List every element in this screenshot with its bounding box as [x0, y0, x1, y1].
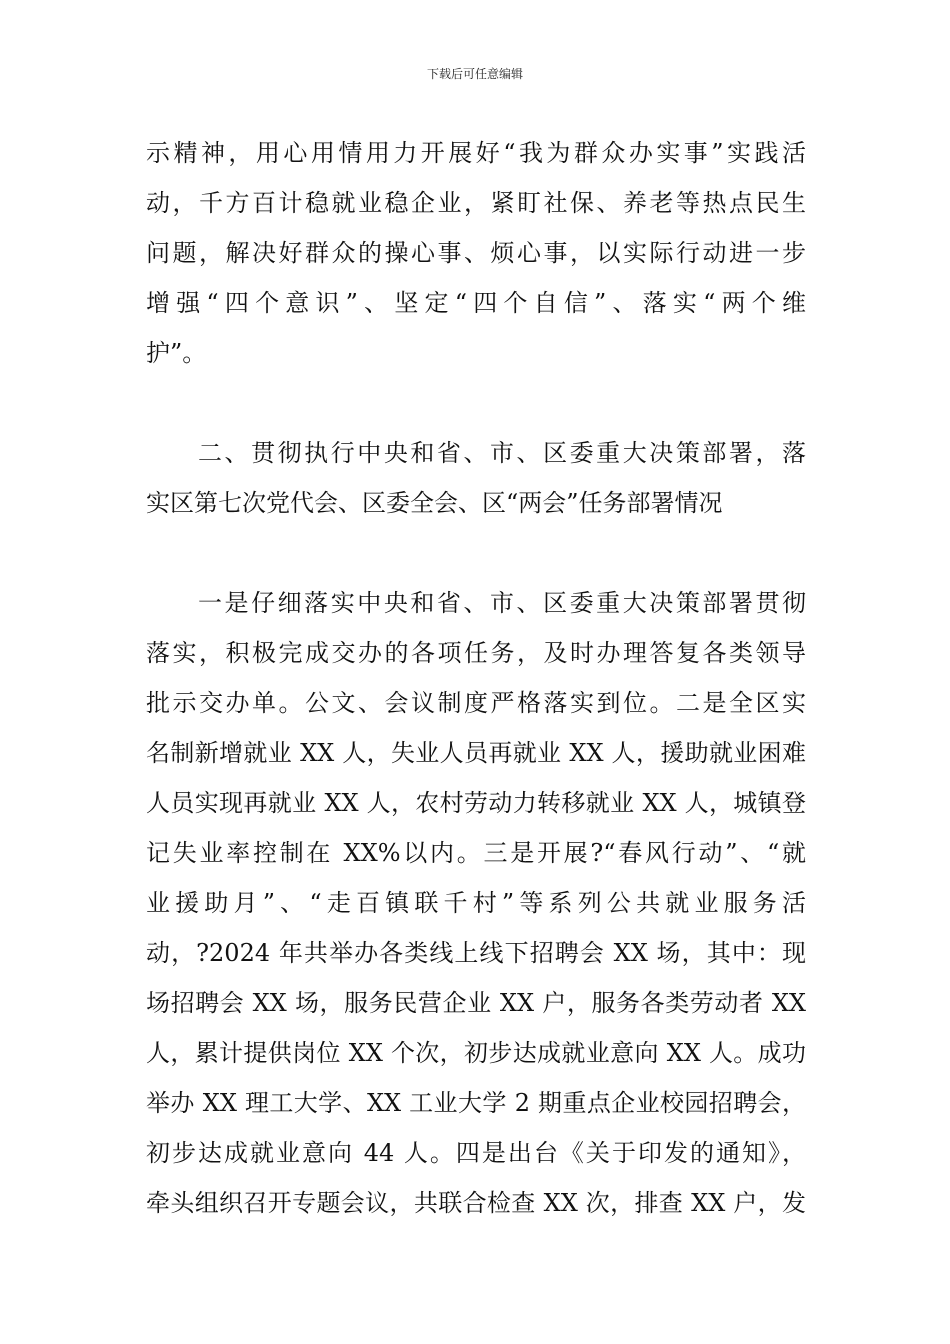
text-line: 实区第七次党代会、区委全会、区“两会”任务部署情况	[146, 489, 723, 517]
text-line: 人，累计提供岗位 XX 个次，初步达成就业意向 XX 人。成功	[146, 1039, 806, 1067]
text-line: 示精神，用心用情用力开展好“我为群众办实事”实践活	[146, 139, 806, 167]
text-line: 落实，积极完成交办的各项任务，及时办理答复各类领导	[146, 639, 806, 667]
text-line: 增强“四个意识”、坚定“四个自信”、落实“两个维	[146, 289, 806, 317]
text-line: 人员实现再就业 XX 人，农村劳动力转移就业 XX 人，城镇登	[146, 789, 806, 817]
page-header: 下载后可任意编辑	[426, 67, 523, 81]
section-heading	[146, 428, 806, 528]
text-line: 名制新增就业 XX 人，失业人员再就业 XX 人，援助就业困难	[146, 739, 806, 767]
text-line: 场招聘会 XX 场，服务民营企业 XX 户，服务各类劳动者 XX	[146, 989, 806, 1017]
text-line: 业援助月”、“走百镇联千村”等系列公共就业服务活	[146, 889, 806, 917]
text-line: 举办 XX 理工大学、XX 工业大学 2 期重点企业校园招聘会，	[146, 1089, 806, 1117]
text-line: 动，千方百计稳就业稳企业，紧盯社保、养老等热点民生	[146, 189, 806, 217]
text-line: 护”。	[146, 339, 207, 367]
paragraph-gap	[146, 528, 806, 578]
paragraph-gap	[146, 378, 806, 428]
text-line: 记失业率控制在 XX%以内。三是开展?“春风行动”、“就	[146, 839, 806, 867]
document-body	[146, 128, 806, 1228]
text-line: 牵头组织召开专题会议，共联合检查 XX 次，排查 XX 户，发	[146, 1189, 806, 1217]
text-line: 一是仔细落实中央和省、市、区委重大决策部署贯彻	[198, 589, 806, 617]
paragraph-body	[146, 578, 806, 1228]
text-line: 动，?2024 年共举办各类线上线下招聘会 XX 场，其中：现	[146, 939, 806, 967]
text-line: 批示交办单。公文、会议制度严格落实到位。二是全区实	[146, 689, 806, 717]
text-line: 二、贯彻执行中央和省、市、区委重大决策部署，落	[198, 439, 806, 467]
paragraph-continuation	[146, 128, 806, 378]
text-line: 初步达成就业意向 44 人。四是出台《关于印发的通知》，	[146, 1139, 806, 1167]
text-line: 问题，解决好群众的操心事、烦心事，以实际行动进一步	[146, 239, 806, 267]
